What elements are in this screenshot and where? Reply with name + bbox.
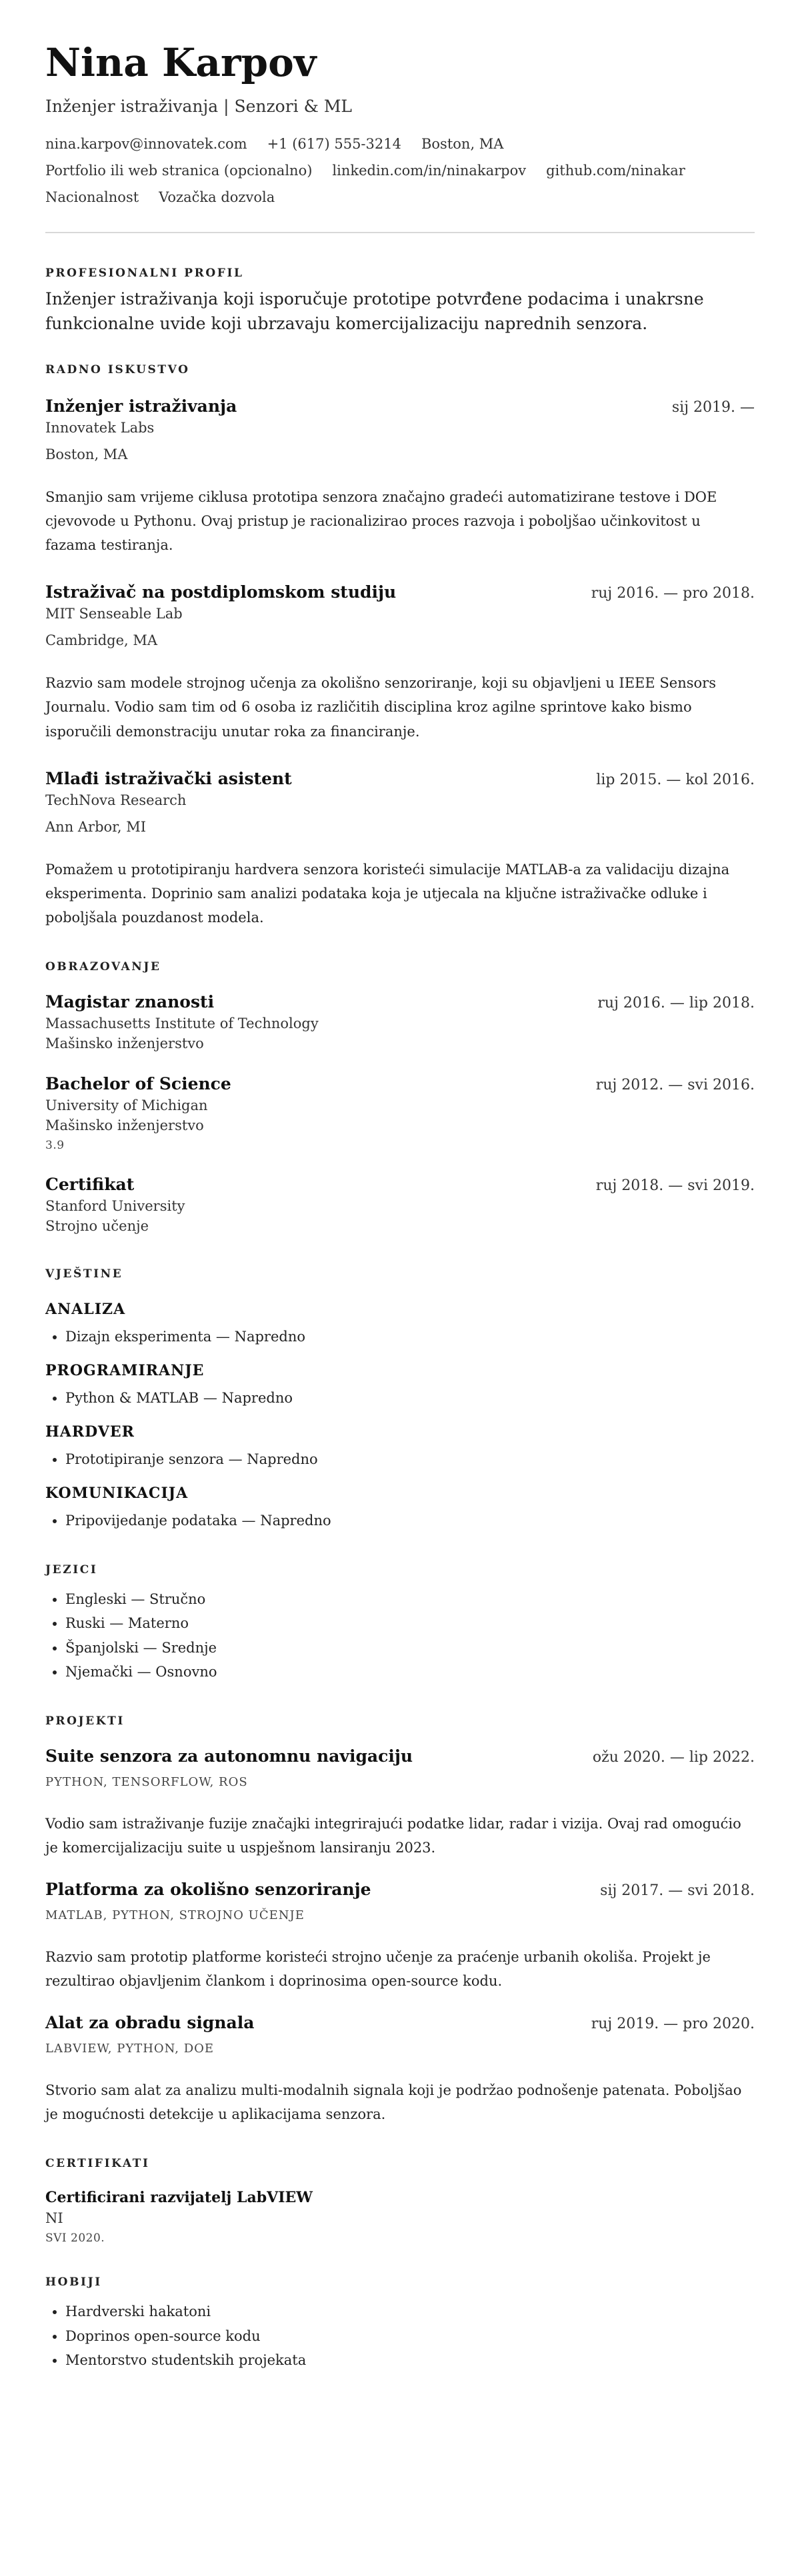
experience-item bbox=[45, 396, 755, 557]
skill-item: • Prototipiranje senzora — Napredno bbox=[65, 1447, 755, 1471]
candidate-headline: Inženjer istraživanja | Senzori & ML bbox=[45, 96, 353, 116]
section-title-profile: PROFESIONALNI PROFIL bbox=[45, 266, 244, 280]
skill-list bbox=[45, 1447, 755, 1471]
job-company: TechNova Research bbox=[45, 792, 187, 808]
project-description: Stvorio sam alat za analizu multi-modalnih signala koji je podržao podnošenje patenata. Poboljšao je mogućnosti detekcije u aplikacijama senzora. bbox=[45, 2082, 742, 2123]
languages-section bbox=[45, 1563, 755, 1683]
drivers-license: Vozačka dozvola bbox=[159, 189, 275, 205]
language-item: • Engleski — Stručno bbox=[65, 1587, 755, 1611]
candidate-name: Nina Karpov bbox=[45, 40, 317, 85]
project-item bbox=[45, 1746, 755, 1860]
gpa: 3.9 bbox=[45, 1138, 65, 1152]
skill-category-name: HARDVER bbox=[45, 1423, 135, 1441]
education-item bbox=[45, 1074, 755, 1152]
email-link[interactable]: nina.karpov@innovatek.com bbox=[45, 135, 247, 152]
project-name: Platforma za okolišno senzoriranje bbox=[45, 1880, 371, 1900]
skill-category bbox=[45, 1423, 755, 1471]
project-dates: sij 2017. — svi 2018. bbox=[600, 1882, 755, 1900]
project-name: Alat za obradu signala bbox=[45, 2013, 255, 2033]
language-item: • Ruski — Materno bbox=[65, 1611, 755, 1635]
school-name: Stanford University bbox=[45, 1197, 185, 1214]
experience-item bbox=[45, 769, 755, 930]
experience-section bbox=[45, 363, 755, 930]
job-company: Innovatek Labs bbox=[45, 419, 155, 436]
job-location: Boston, MA bbox=[45, 446, 128, 462]
skill-list bbox=[45, 1509, 755, 1533]
job-dates: sij 2019. — bbox=[671, 398, 755, 416]
language-item: • Njemački — Osnovno bbox=[65, 1660, 755, 1684]
section-title-projects: PROJEKTI bbox=[45, 1714, 125, 1728]
project-description: Vodio sam istraživanje fuzije značajki integrirajući podatke lidar, radar i vizija. Ovaj rad omogućio je komercijalizaciju suite u uspješnom lansiranju 2023. bbox=[45, 1815, 741, 1856]
degree-title: Certifikat bbox=[45, 1174, 135, 1194]
skill-item: • Pripovijedanje podataka — Napredno bbox=[65, 1509, 755, 1533]
nationality: Nacionalnost bbox=[45, 189, 139, 205]
education-item bbox=[45, 992, 755, 1051]
hobby-item: • Doprinos open-source kodu bbox=[65, 2324, 755, 2348]
job-title: Inženjer istraživanja bbox=[45, 396, 237, 416]
skill-category bbox=[45, 1485, 755, 1533]
location: Boston, MA bbox=[421, 135, 504, 152]
skill-category bbox=[45, 1362, 755, 1410]
project-name: Suite senzora za autonomnu navigaciju bbox=[45, 1746, 413, 1766]
portfolio-link[interactable]: Portfolio ili web stranica (opcionalno) bbox=[45, 162, 313, 179]
contact-row bbox=[45, 136, 755, 152]
project-item bbox=[45, 2013, 755, 2126]
hobby-item: • Mentorstvo studentskih projekata bbox=[65, 2348, 755, 2372]
school-name: University of Michigan bbox=[45, 1097, 208, 1113]
hobby-item: • Hardverski hakatoni bbox=[65, 2299, 755, 2323]
skill-list bbox=[45, 1325, 755, 1349]
job-title: Istraživač na postdiplomskom studiju bbox=[45, 582, 397, 602]
education-item bbox=[45, 1175, 755, 1234]
certificate-name: Certificirani razvijatelj LabVIEW bbox=[45, 2189, 313, 2207]
section-title-certificates: CERTIFIKATI bbox=[45, 2157, 150, 2171]
skill-item: • Python & MATLAB — Napredno bbox=[65, 1386, 755, 1410]
job-description: Pomažem u prototipiranju hardvera senzora koristeći simulacije MATLAB-a za validaciju dizajna eksperimenta. Doprinio sam analizi podataka koja je utjecala na ključne istraživačke odluke i poboljšala pouzdanost modela. bbox=[45, 861, 730, 926]
job-location: Ann Arbor, MI bbox=[45, 818, 147, 835]
experience-item bbox=[45, 582, 755, 743]
skill-item: • Dizajn eksperimenta — Napredno bbox=[65, 1325, 755, 1349]
section-title-education: OBRAZOVANJE bbox=[45, 960, 161, 973]
hobbies-list bbox=[45, 2299, 755, 2371]
certificate-date: SVI 2020. bbox=[45, 2232, 105, 2246]
project-dates: ožu 2020. — lip 2022. bbox=[592, 1748, 755, 1766]
phone-number[interactable]: +1 (617) 555-3214 bbox=[267, 135, 401, 152]
skill-category-name: PROGRAMIRANJE bbox=[45, 1362, 205, 1380]
project-tech: PYTHON, TENSORFLOW, ROS bbox=[45, 1774, 248, 1789]
extras-row bbox=[45, 189, 755, 205]
skill-category-name: KOMUNIKACIJA bbox=[45, 1485, 189, 1503]
degree-title: Bachelor of Science bbox=[45, 1073, 231, 1093]
job-title: Mlađi istraživački asistent bbox=[45, 768, 292, 788]
skill-category bbox=[45, 1301, 755, 1349]
profile-summary: Inženjer istraživanja koji isporučuje prototipe potvrđene podacima i unakrsne funkcionalne uvide koji ubrzavaju komercijalizaciju naprednih senzora. bbox=[45, 289, 704, 334]
profile-section bbox=[45, 267, 755, 336]
job-description: Smanjio sam vrijeme ciklusa prototipa senzora značajno gradeći automatizirane testove i DOE cjevovode u Pythonu. Ovaj pristup je racionalizirao proces razvoja i poboljšao učinkovitost u fazama testiranja. bbox=[45, 488, 717, 554]
degree-dates: ruj 2016. — lip 2018. bbox=[597, 994, 755, 1011]
project-tech: MATLAB, PYTHON, STROJNO UČENJE bbox=[45, 1908, 305, 1923]
skill-list bbox=[45, 1386, 755, 1410]
section-title-skills: VJEŠTINE bbox=[45, 1267, 123, 1281]
project-item bbox=[45, 1880, 755, 1993]
section-title-hobbies: HOBIJI bbox=[45, 2275, 102, 2289]
degree-dates: ruj 2012. — svi 2016. bbox=[595, 1076, 755, 1093]
job-dates: lip 2015. — kol 2016. bbox=[596, 771, 755, 788]
projects-section bbox=[45, 1714, 755, 2127]
section-title-languages: JEZICI bbox=[45, 1563, 98, 1577]
job-location: Cambridge, MA bbox=[45, 632, 158, 649]
degree-dates: ruj 2018. — svi 2019. bbox=[595, 1177, 755, 1194]
project-dates: ruj 2019. — pro 2020. bbox=[591, 2016, 755, 2033]
links-row bbox=[45, 163, 755, 179]
languages-list bbox=[45, 1587, 755, 1683]
field-of-study: Mašinsko inženjerstvo bbox=[45, 1117, 204, 1133]
field-of-study: Strojno učenje bbox=[45, 1217, 149, 1234]
github-link[interactable]: github.com/ninakar bbox=[546, 162, 685, 179]
language-item: • Španjolski — Srednje bbox=[65, 1636, 755, 1660]
job-description: Razvio sam modele strojnog učenja za okolišno senzoriranje, koji su objavljeni u IEEE Sensors Journalu. Vodio sam tim od 6 osoba iz različitih disciplina kroz agilne sprintove kako bismo isporučili demonstraciju unutar roka za financiranje. bbox=[45, 675, 716, 740]
skill-category-name: ANALIZA bbox=[45, 1300, 126, 1318]
skills-section bbox=[45, 1267, 755, 1533]
certificate-item bbox=[45, 2189, 755, 2245]
certificate-issuer: NI bbox=[45, 2210, 63, 2227]
job-dates: ruj 2016. — pro 2018. bbox=[591, 585, 755, 602]
project-tech: LABVIEW, PYTHON, DOE bbox=[45, 2042, 215, 2056]
school-name: Massachusetts Institute of Technology bbox=[45, 1015, 319, 1031]
hobbies-section bbox=[45, 2275, 755, 2371]
linkedin-link[interactable]: linkedin.com/in/ninakarpov bbox=[332, 162, 527, 179]
section-title-experience: RADNO ISKUSTVO bbox=[45, 362, 190, 376]
certificates-section bbox=[45, 2157, 755, 2245]
job-company: MIT Senseable Lab bbox=[45, 606, 183, 622]
degree-title: Magistar znanosti bbox=[45, 991, 215, 1011]
education-section bbox=[45, 960, 755, 1234]
field-of-study: Mašinsko inženjerstvo bbox=[45, 1035, 204, 1051]
header-divider bbox=[45, 232, 755, 233]
project-description: Razvio sam prototip platforme koristeći strojno učenje za praćenje urbanih okoliša. Projekt je rezultirao objavljenim člankom i doprinosima open-source kodu. bbox=[45, 1949, 711, 1990]
